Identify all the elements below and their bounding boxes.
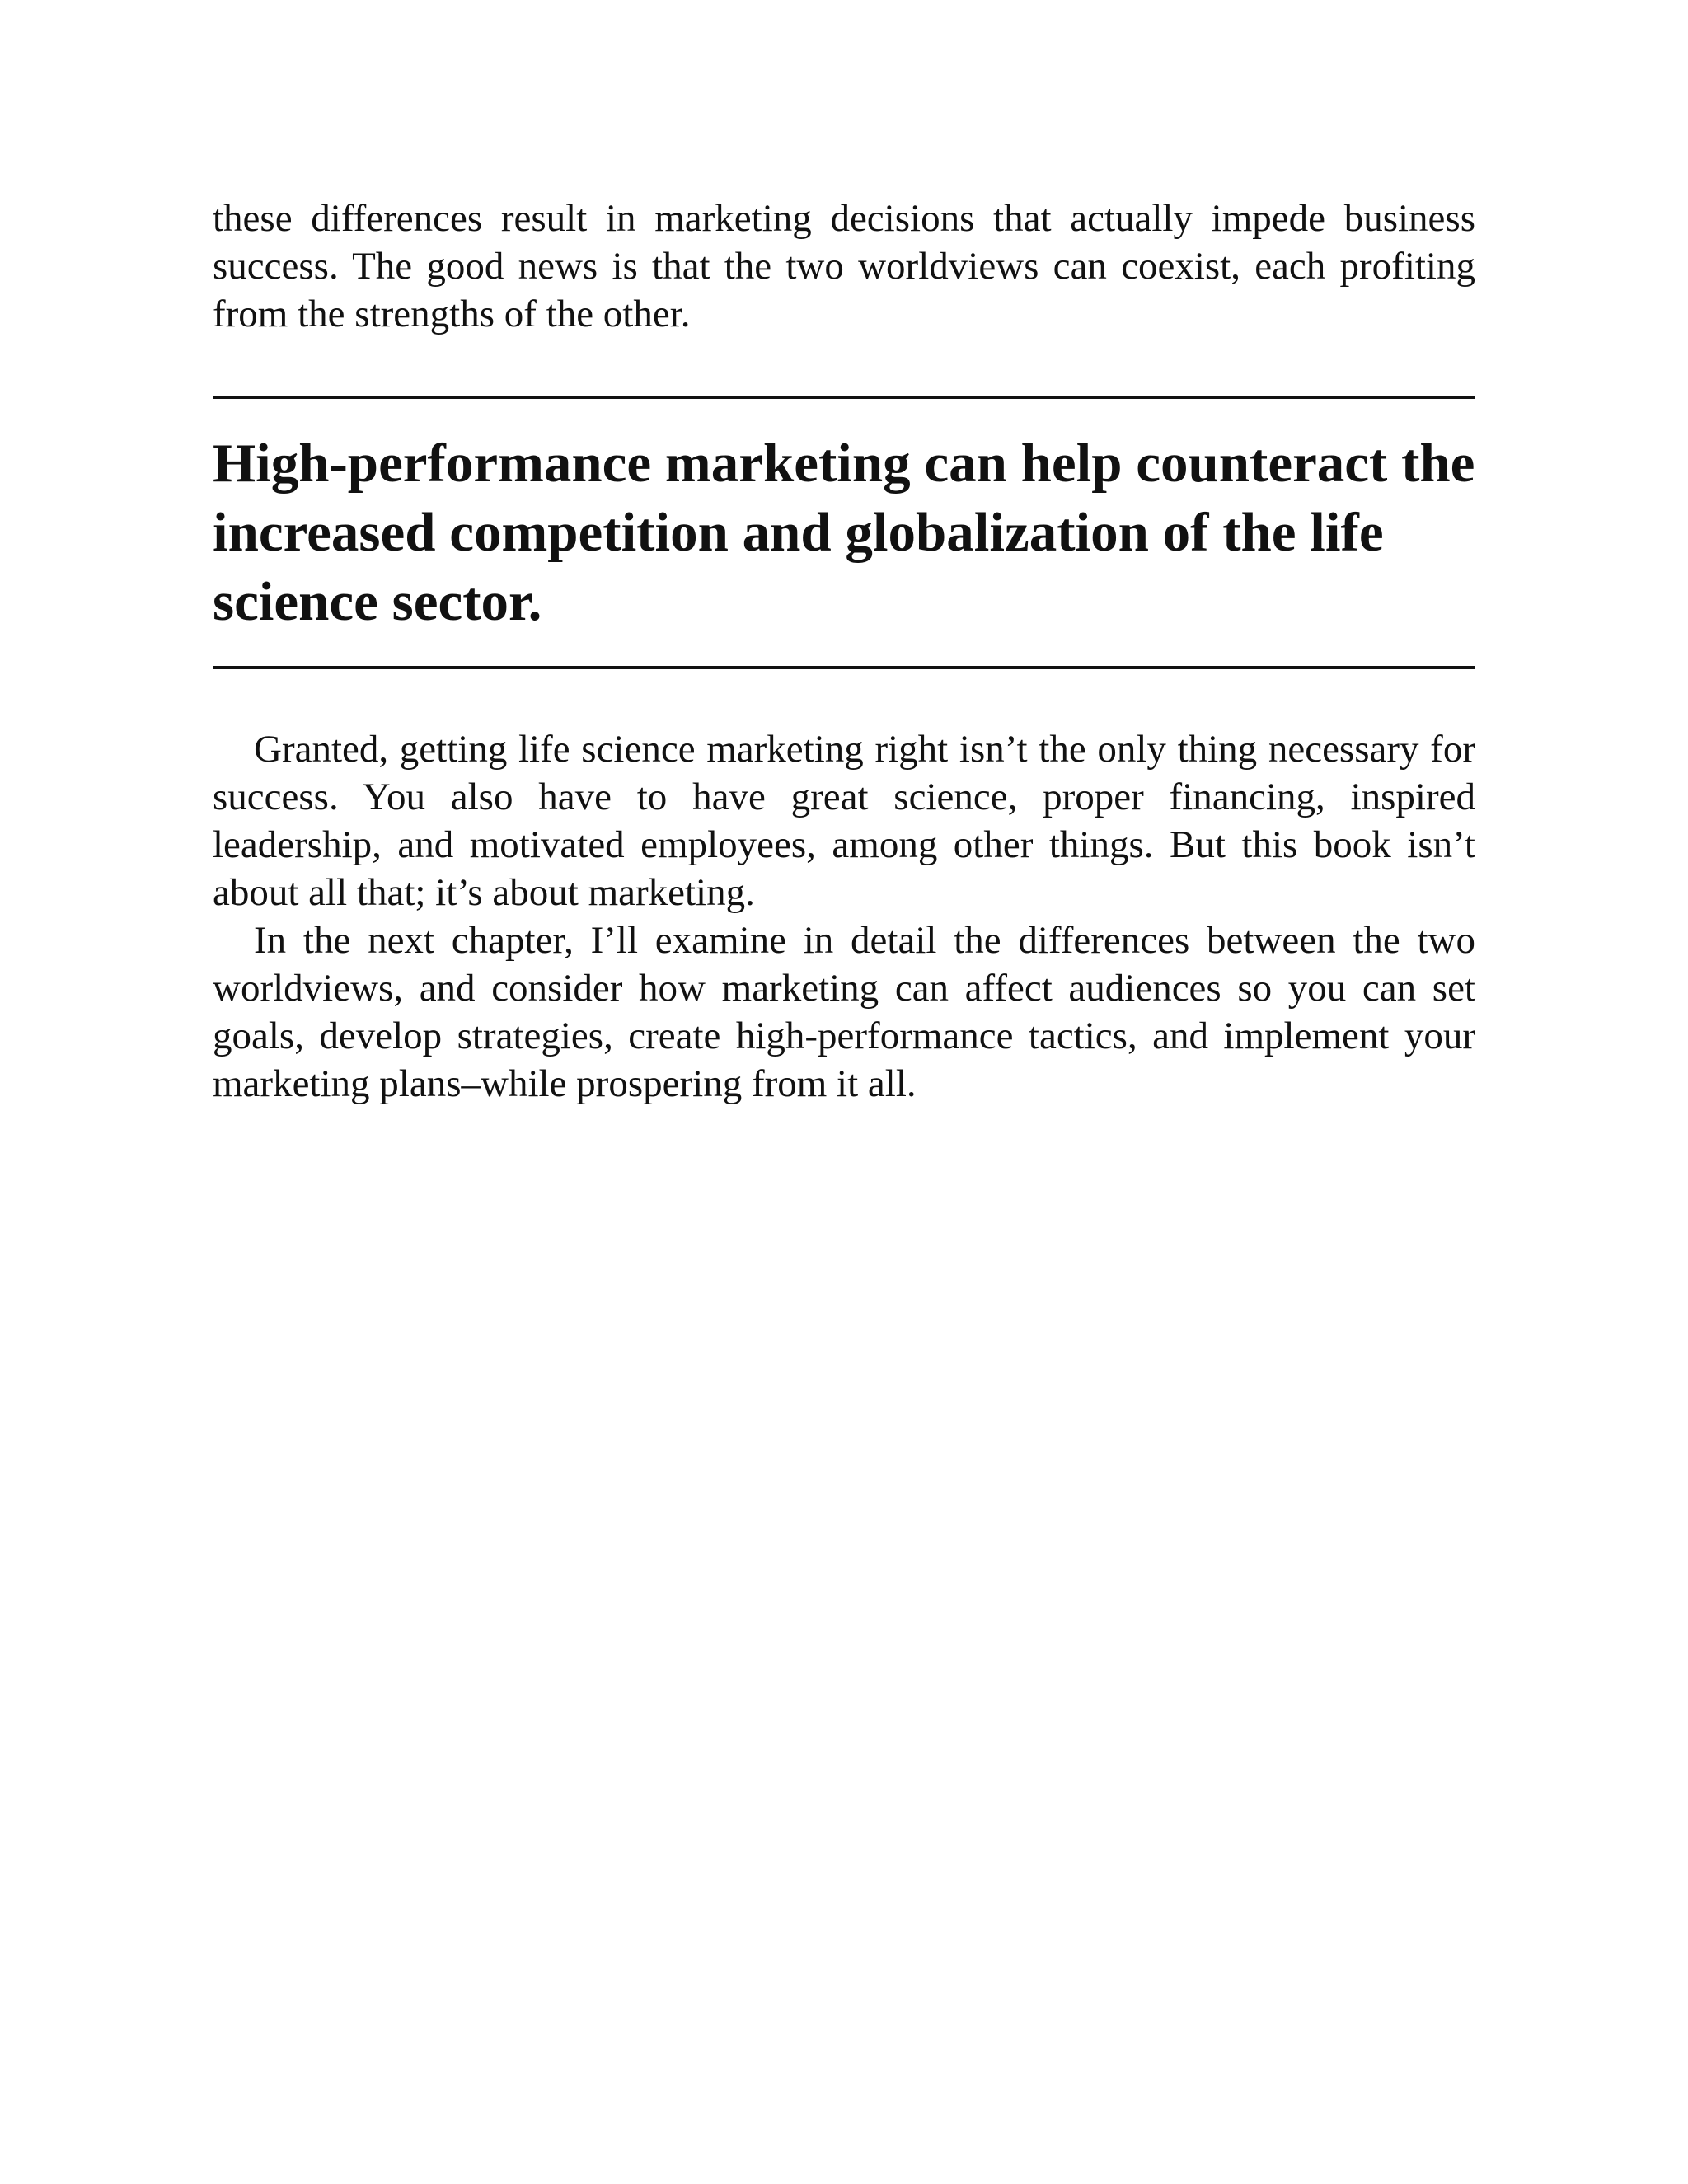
pull-quote-top-rule [213, 396, 1475, 399]
book-page [213, 194, 1475, 1108]
body-paragraph-2: In the next chapter, I’ll examine in detail the differences between the two worldviews, and consider how marketing can affect audiences so you can set goals, develop strategies, create high-performance tactics, and implement your marketing plans–while prospering from it all. [213, 919, 1475, 1105]
intro-paragraph: these differences result in marketing decisions that actually impede business success. The good news is that the two worldviews can coexist, each profiting from the strengths of the other. [213, 197, 1475, 335]
pull-quote: High-performance marketing can help counteract the increased competition and globalization of the life science sector. [213, 433, 1475, 632]
pull-quote-bottom-rule [213, 666, 1475, 669]
body-paragraph-1: Granted, getting life science marketing right isn’t the only thing necessary for success. You also have to have great science, proper financing, inspired leadership, and motivated employees, among other things. But this book isn’t about all that; it’s about marketing. [213, 728, 1475, 914]
